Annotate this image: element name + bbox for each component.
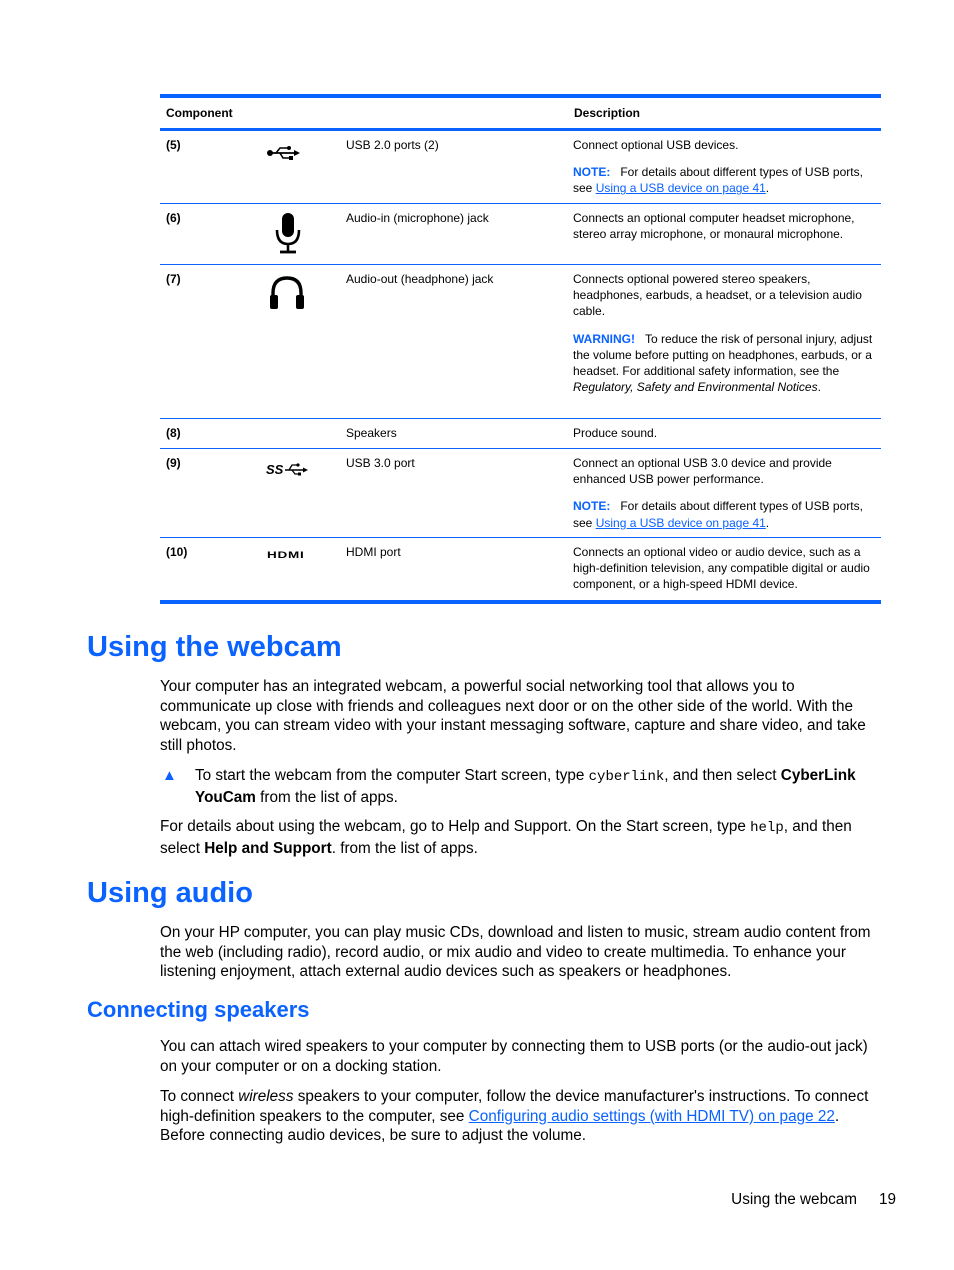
webcam-help: For details about using the webcam, go to Help and Support. On the Start screen, type help, and then select Help and Support. from the list of apps.: [160, 818, 852, 857]
row-number: (10): [166, 545, 188, 559]
row-number: (9): [166, 456, 181, 470]
component-name: Audio-in (microphone) jack: [346, 211, 489, 225]
note: NOTE: For details about different types of USB ports, see Using a USB device on page 41.: [573, 499, 863, 530]
component-name: HDMI port: [346, 545, 401, 559]
components-table: [160, 94, 881, 604]
webcam-intro: Your computer has an integrated webcam, a powerful social networking tool that allows you to communicate up close with friends and colleagues next door or on the other side of the world. With the webcam, you can stream video with your instant messaging software, capture and share video, and take still photos.: [160, 678, 866, 754]
page-footer: [731, 1191, 896, 1209]
usb-device-link[interactable]: Using a USB device on page 41: [595, 181, 766, 196]
component-description: Produce sound.: [573, 426, 658, 440]
speakers-para1: You can attach wired speakers to your computer by connecting them to USB ports (or the audio-out jack) on your computer or on a docking station.: [160, 1038, 868, 1075]
headphones-icon: [268, 275, 306, 311]
usb-icon: [346, 137, 347, 138]
row-number: (5): [166, 138, 181, 152]
speakers-heading: Connecting speakers: [87, 997, 310, 1022]
webcam-heading: Using the webcam: [87, 631, 342, 663]
table-row: [160, 130, 881, 203]
component-name: USB 2.0 ports (2): [346, 138, 439, 152]
webcam-bullet: ▲ To start the webcam from the computer Start screen, type cyberlink, and then select CyberLink YouCam from the list of apps.: [162, 767, 856, 806]
component-description: Connects an optional video or audio device, such as a high-definition television, any compatible digital or audio component, or a high-speed HDMI device.: [573, 545, 870, 592]
table-header: [160, 98, 881, 130]
table-row: [160, 264, 881, 418]
svg-text:SS: SS: [266, 462, 284, 477]
table-row: [160, 203, 881, 264]
usb-device-link[interactable]: Using a USB device on page 41: [595, 515, 766, 530]
usb-icon: [266, 145, 300, 161]
header-description: Description: [567, 106, 881, 120]
table-bottom-rule: [160, 600, 881, 604]
component-name: Speakers: [346, 426, 397, 440]
audio-heading: Using audio: [87, 877, 253, 909]
component-name: Audio-out (headphone) jack: [346, 272, 494, 286]
note: NOTE: For details about different types of USB ports, see Using a USB device on page 41.: [573, 165, 863, 196]
component-description: Connect optional USB devices. NOTE: For details about different types of USB ports, see Using a USB device on page 41.: [567, 131, 881, 203]
row-number: (6): [166, 211, 181, 225]
component-description: Connects an optional computer headset microphone, stereo array microphone, or monaural microphone.: [573, 211, 855, 242]
speakers-para2: To connect wireless speakers to your computer, follow the device manufacturer's instructions. To connect high-definition speakers to the computer, see Configuring audio settings (with HDMI TV) on page 22. Before connecting audio devices, be sure to adjust the volume.: [160, 1088, 869, 1144]
microphone-icon: [274, 212, 302, 254]
row-number: (7): [166, 272, 181, 286]
table-row: [160, 448, 881, 537]
table-row: [160, 418, 881, 448]
component-description: Connect an optional USB 3.0 device and provide enhanced USB power performance. NOTE: For details about different types of USB ports, see Using a USB device on page 41.: [567, 449, 881, 537]
header-component: Component: [166, 106, 233, 120]
component-name: USB 3.0 port: [346, 456, 415, 470]
triangle-bullet-icon: ▲: [162, 767, 177, 784]
row-number: (8): [166, 426, 181, 440]
table-row: [160, 537, 881, 600]
audio-settings-link[interactable]: Configuring audio settings (with HDMI TV) on page 22: [468, 1107, 835, 1125]
footer-section: Using the webcam: [731, 1191, 857, 1208]
usb-3-superspeed-icon: [266, 461, 308, 477]
audio-intro: On your HP computer, you can play music CDs, download and listen to music, stream audio content from the web (including radio), record audio, or mix audio and video to create multimedia. To enhance your listening enjoyment, attach external audio devices such as speakers or headphones.: [160, 924, 871, 980]
warning: WARNING! To reduce the risk of personal injury, adjust the volume before putting on headphones, earbuds, or a headset. For additional safety information, see the Regulatory, Safety and Environmental Notices.: [573, 331, 873, 395]
component-description: Connects optional powered stereo speakers, headphones, earbuds, a headset, or a television audio cable. WARNING! To reduce the risk of personal injury, adjust the volume before putting on headphones, earbuds, or a headset. For additional safety information, see the Regulatory, Safety and Environmental Notices.: [567, 265, 881, 418]
hdmi-icon: HDMI: [267, 550, 305, 560]
page-number: 19: [878, 1191, 896, 1208]
